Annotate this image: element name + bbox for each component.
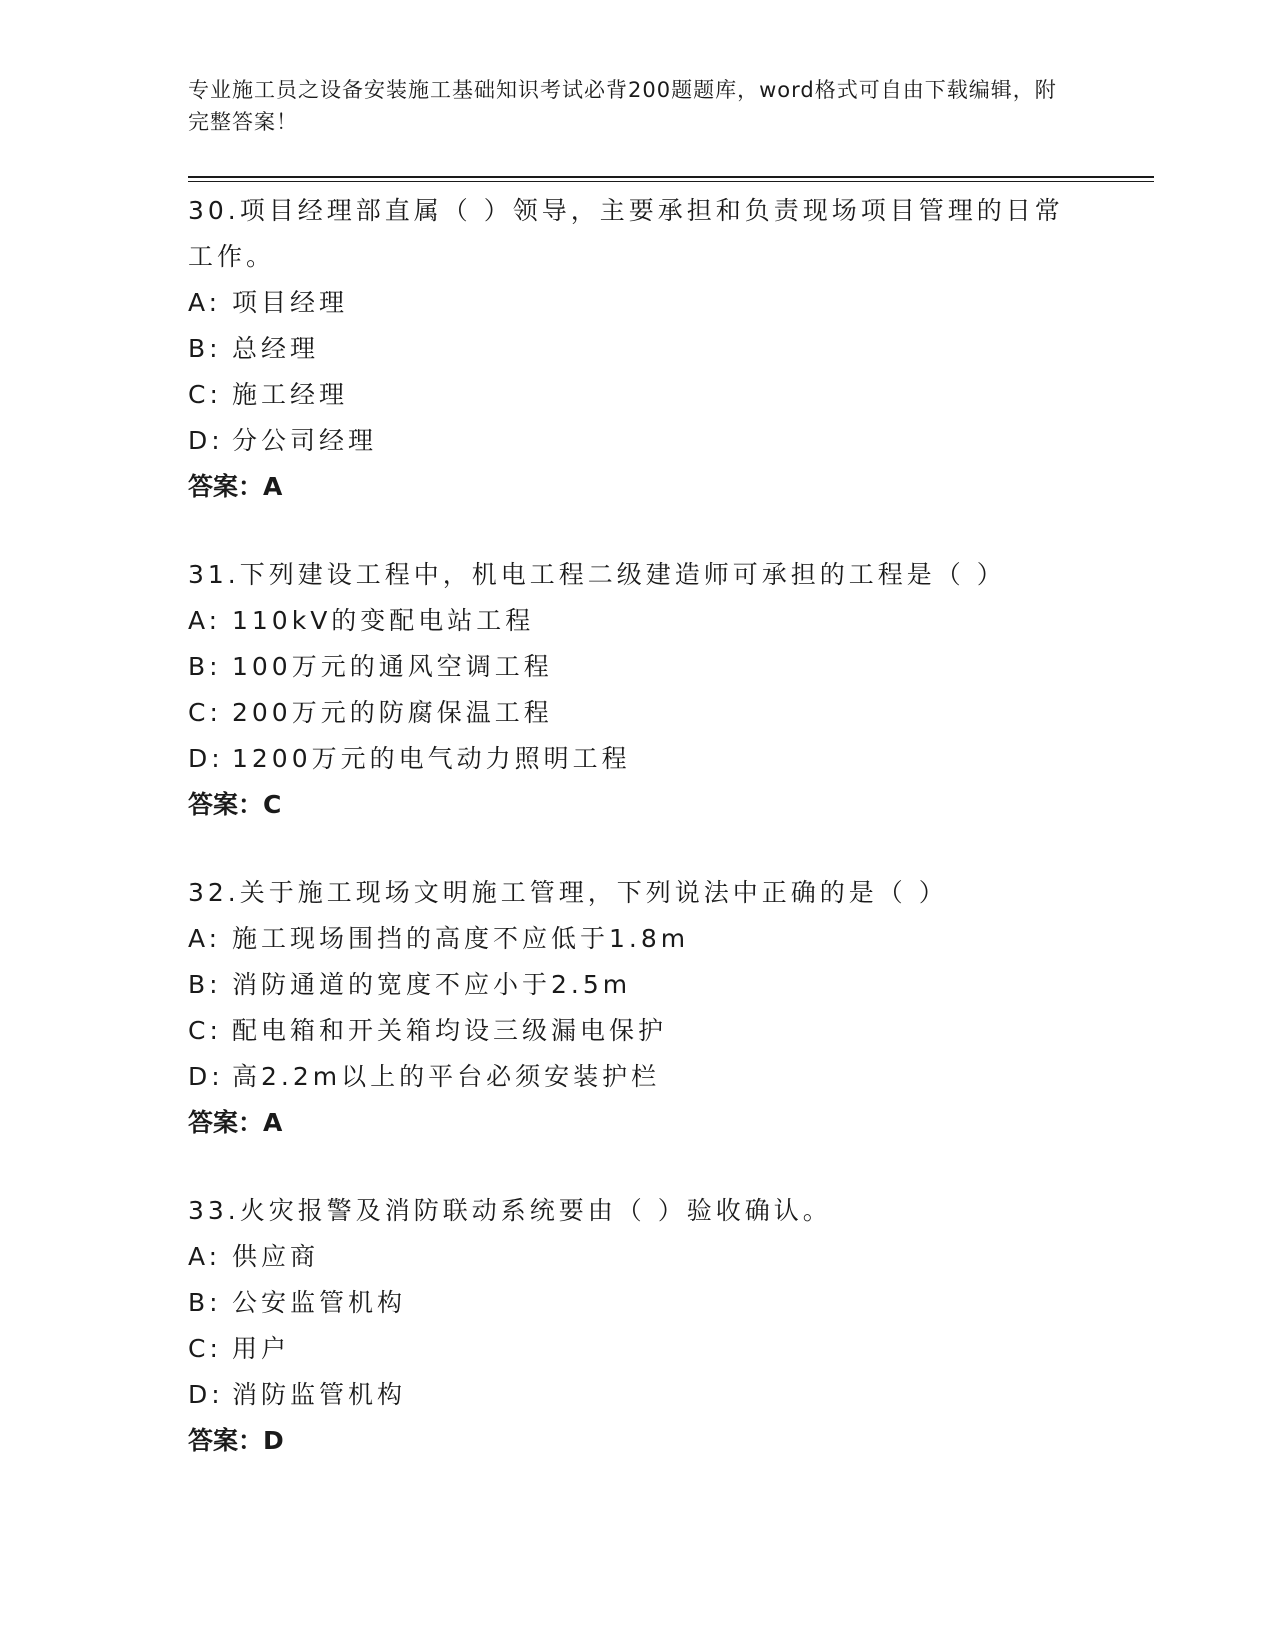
option-text: 总经理	[232, 334, 320, 363]
option-text: 供应商	[232, 1242, 320, 1271]
answer-line: 答案：C	[188, 790, 282, 819]
option-key: D:	[188, 1062, 224, 1091]
question-number: 32.	[188, 878, 240, 907]
option-text: 分公司经理	[232, 426, 378, 455]
option-key: A:	[188, 924, 222, 953]
question-number: 31.	[188, 560, 240, 589]
option-text: 100万元的通风空调工程	[232, 652, 553, 681]
option-text: 配电箱和开关箱均设三级漏电保护	[232, 1016, 668, 1045]
question-stem: 下列建设工程中，机电工程二级建造师可承担的工程是（ ）	[239, 560, 1006, 589]
option-text: 用户	[232, 1334, 291, 1363]
question-stem: 关于施工现场文明施工管理，下列说法中正确的是（ ）	[239, 878, 948, 907]
option-key: A:	[188, 606, 222, 635]
question-stem: 项目经理部直属（ ）领导，主要承担和负责现场项目管理的日常工作。	[188, 196, 1064, 271]
option-a	[188, 1234, 1068, 1280]
option-c	[188, 690, 1068, 736]
option-key: C:	[188, 380, 222, 409]
question-text	[188, 188, 1068, 280]
option-d	[188, 1372, 1068, 1418]
question-31	[188, 552, 1068, 828]
option-key: A:	[188, 1242, 222, 1271]
option-d	[188, 1054, 1068, 1100]
option-b	[188, 644, 1068, 690]
option-a	[188, 280, 1068, 326]
option-a	[188, 916, 1068, 962]
header-divider-thick	[188, 176, 1154, 178]
option-key: B:	[188, 334, 222, 363]
option-text: 110kV的变配电站工程	[232, 606, 535, 635]
option-text: 公安监管机构	[232, 1288, 407, 1317]
option-text: 高2.2m以上的平台必须安装护栏	[232, 1062, 661, 1091]
option-key: A:	[188, 288, 222, 317]
document-header: 专业施工员之设备安装施工基础知识考试必背200题题库，word格式可自由下载编辑，附完整答案！	[188, 78, 1057, 134]
option-b	[188, 962, 1068, 1008]
option-c	[188, 1326, 1068, 1372]
option-d	[188, 418, 1068, 464]
option-key: B:	[188, 652, 222, 681]
option-c	[188, 372, 1068, 418]
option-text: 项目经理	[232, 288, 349, 317]
option-text: 消防通道的宽度不应小于2.5m	[232, 970, 632, 999]
question-number: 30.	[188, 196, 240, 225]
option-text: 施工经理	[232, 380, 349, 409]
option-key: C:	[188, 1016, 222, 1045]
option-text: 200万元的防腐保温工程	[232, 698, 553, 727]
option-text: 1200万元的电气动力照明工程	[232, 744, 631, 773]
option-key: B:	[188, 1288, 222, 1317]
header-divider-thin	[188, 181, 1154, 182]
question-33	[188, 1188, 1068, 1464]
option-key: B:	[188, 970, 222, 999]
option-key: D:	[188, 744, 224, 773]
option-key: D:	[188, 1380, 224, 1409]
answer-line: 答案：D	[188, 1426, 284, 1455]
question-list	[188, 188, 1068, 1506]
option-text: 施工现场围挡的高度不应低于1.8m	[232, 924, 690, 953]
option-text: 消防监管机构	[232, 1380, 407, 1409]
option-d	[188, 736, 1068, 782]
option-b	[188, 326, 1068, 372]
option-c	[188, 1008, 1068, 1054]
answer-line: 答案：A	[188, 1108, 283, 1137]
question-text	[188, 870, 1068, 916]
question-text	[188, 552, 1068, 598]
option-key: C:	[188, 1334, 222, 1363]
option-a	[188, 598, 1068, 644]
question-32	[188, 870, 1068, 1146]
question-number: 33.	[188, 1196, 240, 1225]
question-text	[188, 1188, 1068, 1234]
question-stem: 火灾报警及消防联动系统要由（ ）验收确认。	[239, 1196, 832, 1225]
option-key: D:	[188, 426, 224, 455]
answer-line: 答案：A	[188, 472, 283, 501]
question-30	[188, 188, 1068, 510]
option-b	[188, 1280, 1068, 1326]
option-key: C:	[188, 698, 222, 727]
